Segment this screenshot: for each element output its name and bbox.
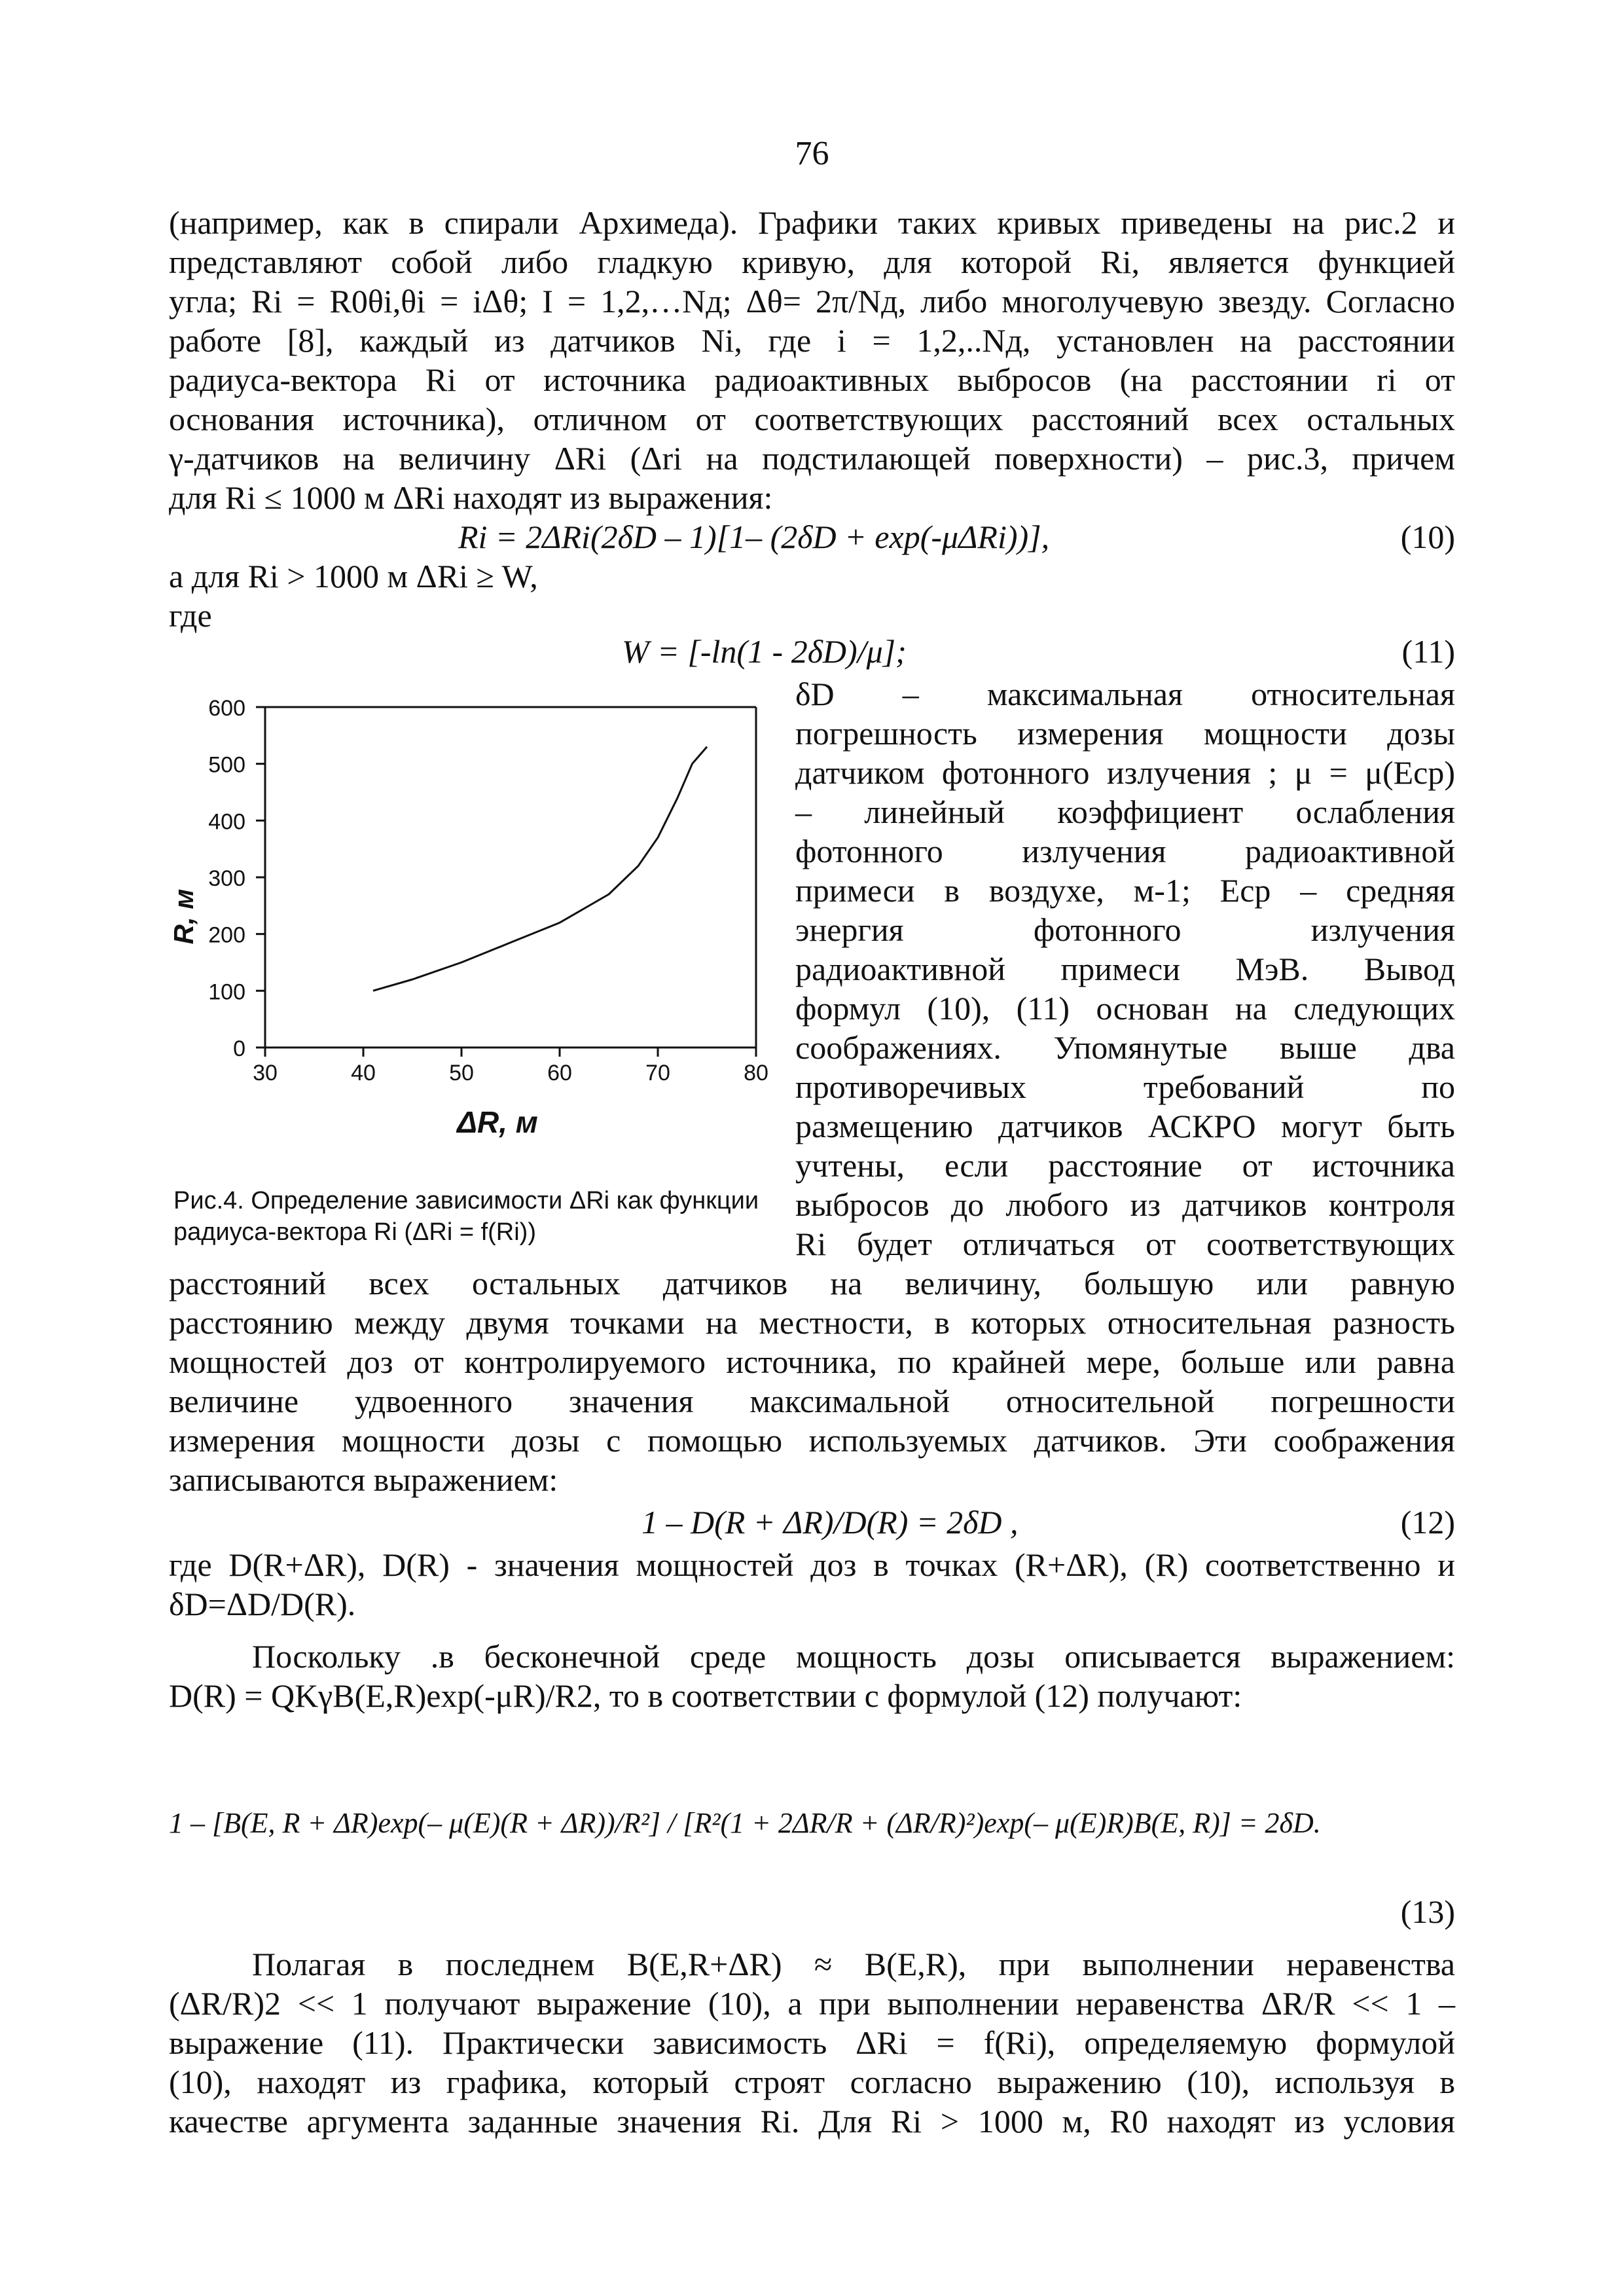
right-column-line: радиоактивной примеси МэВ. Вывод: [795, 951, 1455, 987]
equation-13-number: (13): [1400, 1893, 1455, 1930]
paragraph-2-line: величине удвоенного значения максимальной относительной погрешности: [169, 1383, 1455, 1419]
right-column-line: примеси в воздухе, м-1; Eср – средняя: [795, 872, 1455, 909]
y-tick-label: 400: [208, 809, 245, 835]
paragraph-3-line: δD=ΔD/D(R).: [169, 1586, 356, 1622]
paragraph-1-line: основания источника), отличном от соответствующих расстояний всех остальных: [169, 401, 1455, 437]
paragraph-1-line: радиуса-вектора Ri от источника радиоактивных выбросов (на расстоянии ri от: [169, 361, 1455, 398]
x-tick-label: 40: [351, 1061, 376, 1085]
equation-11: W = [-ln(1 - 2δD)/μ];: [622, 633, 907, 670]
paragraph-1-line: γ-датчиков на величину ΔRi (Δri на подстилающей поверхности) – рис.3, причем: [169, 440, 1455, 477]
equation-12: 1 – D(R + ΔR)/D(R) = 2δD ,: [641, 1504, 1019, 1540]
x-tick-label: 80: [744, 1061, 768, 1085]
paragraph-1-line: работе [8], каждый из датчиков Ni, где i = 1,2,..Nд, установлен на расстоянии: [169, 322, 1455, 359]
chart-r-vs-delta-r: [167, 681, 776, 1139]
paragraph-2-line: измерения мощности дозы с помощью используемых датчиков. Эти соображения: [169, 1422, 1455, 1459]
y-tick-label: 300: [208, 866, 245, 891]
x-tick-label: 60: [547, 1061, 572, 1085]
x-tick-label: 50: [449, 1061, 474, 1085]
equation-12-number: (12): [1400, 1504, 1455, 1540]
paragraph-1-line: для Ri ≤ 1000 м ΔRi находят из выражения:: [169, 479, 773, 516]
page-number: 76: [795, 135, 829, 172]
paragraph-4-line: Поскольку .в бесконечной среде мощность дозы описывается выражением:: [252, 1638, 1455, 1675]
equation-11-number: (11): [1401, 633, 1455, 670]
paragraph-1-line: угла; Ri = R0θi,θi = iΔθ; I = 1,2,…Nд; Δθ= 2π/Nд, либо многолучевую звезду. Согласно: [169, 283, 1455, 319]
right-column-line: формул (10), (11) основан на следующих: [795, 990, 1455, 1027]
paragraph-5-line: выражение (11). Практически зависимость ΔRi = f(Ri), определяемую формулой: [169, 2024, 1455, 2061]
paragraph-2-line: мощностей доз от контролируемого источника, по крайней мере, больше или равна: [169, 1343, 1455, 1380]
equation-10: Ri = 2ΔRi(2δD – 1)[1– (2δD + exp(-μΔRi))],: [458, 519, 1050, 555]
paragraph-5-line: качестве аргумента заданные значения Ri. Для Ri > 1000 м, R0 находят из условия: [169, 2103, 1455, 2140]
data-curve: [373, 747, 707, 991]
y-tick-label: 500: [208, 752, 245, 778]
figure-caption-line: Рис.4. Определение зависимости ΔRi как функции: [173, 1187, 759, 1214]
paragraph-2-line: расстояний всех остальных датчиков на величину, большую или равную: [169, 1265, 1455, 1302]
y-tick-label: 100: [208, 979, 245, 1005]
x-tick-label: 70: [645, 1061, 670, 1085]
right-column-line: размещению датчиков АСКРО могут быть: [795, 1108, 1455, 1144]
y-tick-label: 200: [208, 922, 245, 948]
paragraph-5-line: (ΔR/R)2 << 1 получают выражение (10), а при выполнении неравенства ΔR/R << 1 –: [169, 1985, 1455, 2022]
right-column-line: фотонного излучения радиоактивной: [795, 833, 1455, 869]
right-column-line: выбросов до любого из датчиков контроля: [795, 1186, 1455, 1223]
right-column-line: противоречивых требований по: [795, 1068, 1455, 1105]
right-column-line: – линейный коэффициент ослабления: [795, 793, 1455, 830]
paragraph-5-line: (10), находят из графика, который строят согласно выражению (10), используя в: [169, 2064, 1455, 2100]
right-column-line: погрешность измерения мощности дозы: [795, 715, 1455, 752]
paragraph-3-line: где D(R+ΔR), D(R) - значения мощностей доз в точках (R+ΔR), (R) соответственно и: [169, 1546, 1455, 1583]
right-column-line: энергия фотонного излучения: [795, 911, 1455, 948]
equation-10-number: (10): [1400, 519, 1455, 555]
paragraph-5-line: Полагая в последнем B(E,R+ΔR) ≈ B(E,R), при выполнении неравенства: [252, 1946, 1455, 1982]
paragraph-2-line: расстоянию между двумя точками на местности, в которых относительная разность: [169, 1304, 1455, 1341]
paragraph-4-line: D(R) = QKγB(E,R)exp(-μR)/R2, то в соответствии с формулой (12) получают:: [169, 1677, 1242, 1714]
equation-13: 1 – [B(E, R + ΔR)exp(– μ(E)(R + ΔR))/R²] / [R²(1 + 2ΔR/R + (ΔR/R)²)exp(– μ(E)R)B(E, R)] = 2δD.: [169, 1807, 1321, 1839]
y-tick-label: 600: [208, 696, 245, 721]
y-axis-label: R, м: [168, 888, 199, 945]
right-column-line: учтены, если расстояние от источника: [795, 1147, 1455, 1184]
y-tick-label: 0: [233, 1036, 245, 1061]
paragraph-1-line: представляют собой либо гладкую кривую, для которой Ri, является функцией: [169, 244, 1455, 280]
right-column-line: δD – максимальная относительная: [795, 676, 1455, 712]
x-axis-label: ΔR, м: [457, 1105, 538, 1139]
right-column-line: соображениях. Упомянутые выше два: [795, 1029, 1455, 1066]
right-column-line: датчиком фотонного излучения ; μ = μ(Eср): [795, 754, 1455, 791]
text-line: где: [169, 597, 212, 634]
text-line: а для Ri > 1000 м ΔRi ≥ W,: [169, 558, 538, 594]
right-column-line: Ri будет отличаться от соответствующих: [795, 1226, 1455, 1262]
paragraph-1-line: (например, как в спирали Архимеда). Графики таких кривых приведены на рис.2 и: [169, 204, 1455, 241]
paragraph-2-line: записываются выражением:: [169, 1461, 558, 1498]
figure-caption-line: радиуса-вектора Ri (ΔRi = f(Ri)): [173, 1218, 536, 1246]
x-tick-label: 30: [253, 1061, 278, 1085]
